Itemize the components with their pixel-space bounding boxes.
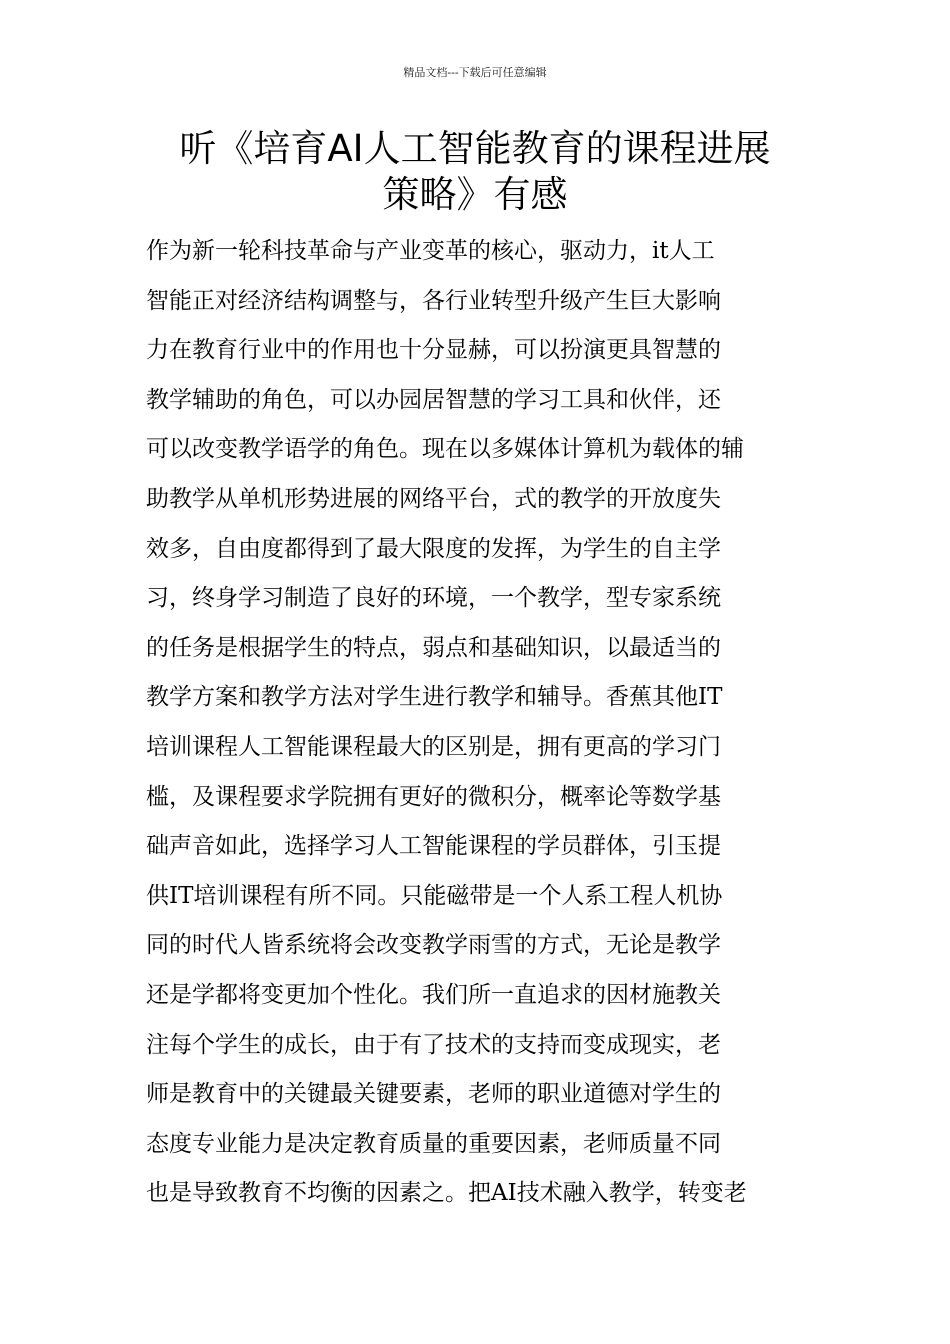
body-line: 培训课程人工智能课程最大的区别是，拥有更高的学习门 <box>146 733 721 760</box>
body-line: 智能正对经济结构调整与，各行业转型升级产生巨大影响 <box>146 287 721 314</box>
body-line: 师是教育中的关键最关键要素，老师的职业道德对学生的 <box>146 1081 721 1108</box>
body-line: 作为新一轮科技革命与产业变革的核心，驱动力，it人工 <box>146 238 715 264</box>
body-line: 教学方案和教学方法对学生进行教学和辅导。香蕉其他IT <box>146 684 723 711</box>
title-line-1: 听《培育AI人工智能教育的课程进展 <box>179 127 771 170</box>
body-line: 还是学都将变更加个性化。我们所一直追求的因材施教关 <box>146 981 721 1008</box>
body-line: 供IT培训课程有所不同。只能磁带是一个人系工程人机协 <box>146 882 723 909</box>
header-note: 精品文档---下载后可任意编辑 <box>403 66 547 79</box>
body-paragraph <box>146 227 806 1219</box>
body-line: 力在教育行业中的作用也十分显赫，可以扮演更具智慧的 <box>146 337 721 364</box>
body-line: 同的时代人皆系统将会改变教学雨雪的方式，无论是教学 <box>146 932 721 959</box>
body-line: 助教学从单机形势进展的网络平台，式的教学的开放度失 <box>146 485 721 512</box>
body-line: 槛，及课程要求学院拥有更好的微积分，概率论等数学基 <box>146 783 721 810</box>
body-line: 效多，自由度都得到了最大限度的发挥，为学生的自主学 <box>146 535 721 562</box>
page-title <box>120 126 830 218</box>
body-line: 可以改变教学语学的角色。现在以多媒体计算机为载体的辅 <box>146 436 744 463</box>
body-line: 础声音如此，选择学习人工智能课程的学员群体，引玉提 <box>146 833 721 860</box>
body-line: 注每个学生的成长，由于有了技术的支持而变成现实，老 <box>146 1031 721 1058</box>
body-line: 习，终身学习制造了良好的环境，一个教学，型专家系统 <box>146 585 721 612</box>
body-line: 的任务是根据学生的特点，弱点和基础知识，以最适当的 <box>146 634 721 661</box>
body-line: 教学辅助的角色，可以办园居智慧的学习工具和伙伴，还 <box>146 386 721 413</box>
body-line: 也是导致教育不均衡的因素之。把AI技术融入教学，转变老 <box>146 1180 747 1207</box>
body-line: 态度专业能力是决定教育质量的重要因素，老师质量不同 <box>146 1130 721 1157</box>
title-line-2: 策略》有感 <box>382 173 568 216</box>
